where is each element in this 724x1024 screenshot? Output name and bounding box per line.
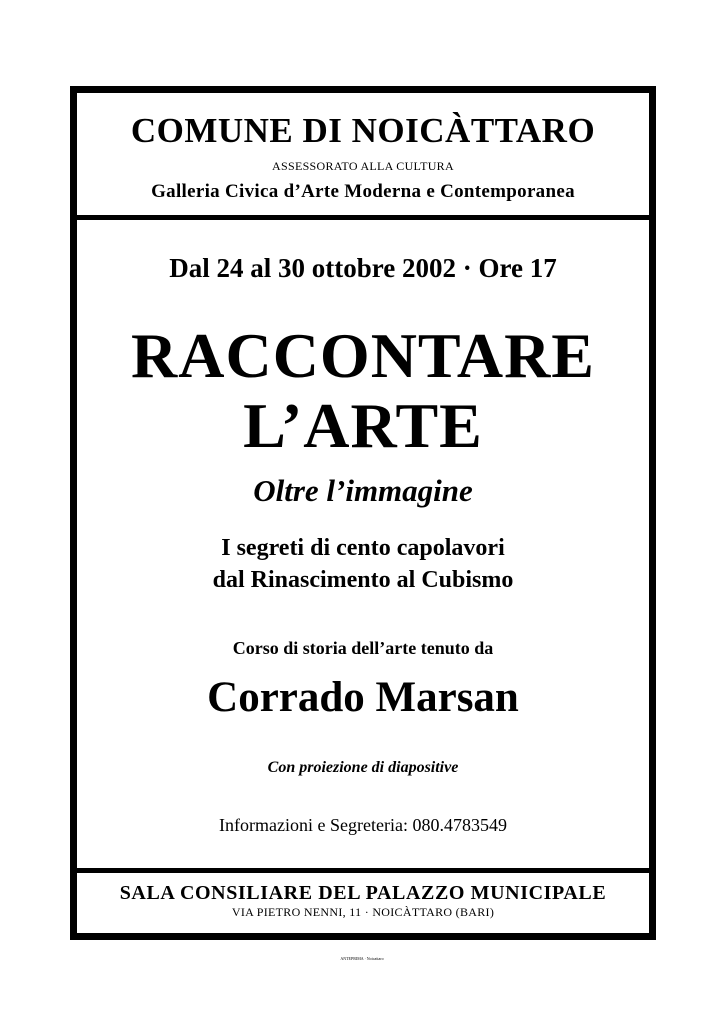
printer-mark: ANTEPRIMA · Noicattaro [340,956,384,961]
poster-inner [77,93,649,933]
header-divider [77,215,649,220]
description-line-1: I segreti di cento capolavori [221,535,505,561]
venue-name: SALA CONSILIARE DEL PALAZZO MUNICIPALE [119,882,607,904]
footer-divider [77,868,649,873]
teacher-name: Corrado Marsan [207,674,519,721]
event-title-line-2: L’ARTE [243,390,483,461]
venue-address: VIA PIETRO NENNI, 11 · NOICÀTTARO (BARI) [231,905,495,919]
department-label: ASSESSORATO ALLA CULTURA [272,159,454,173]
event-date: Dal 24 al 30 ottobre 2002 · Ore 17 [169,253,557,283]
event-title-line-1: RACCONTARE [131,320,595,391]
event-subtitle: Oltre l’immagine [253,473,473,508]
slides-note: Con proiezione di diapositive [267,759,459,776]
contact-info: Informazioni e Segreteria: 080.4783549 [219,815,507,835]
municipality-title: COMUNE DI NOICÀTTARO [130,111,596,150]
poster-frame [70,86,656,940]
gallery-name: Galleria Civica d’Arte Moderna e Contemporanea [151,181,575,202]
course-label: Corso di storia dell’arte tenuto da [232,638,494,658]
description-line-2: dal Rinascimento al Cubismo [212,567,514,593]
